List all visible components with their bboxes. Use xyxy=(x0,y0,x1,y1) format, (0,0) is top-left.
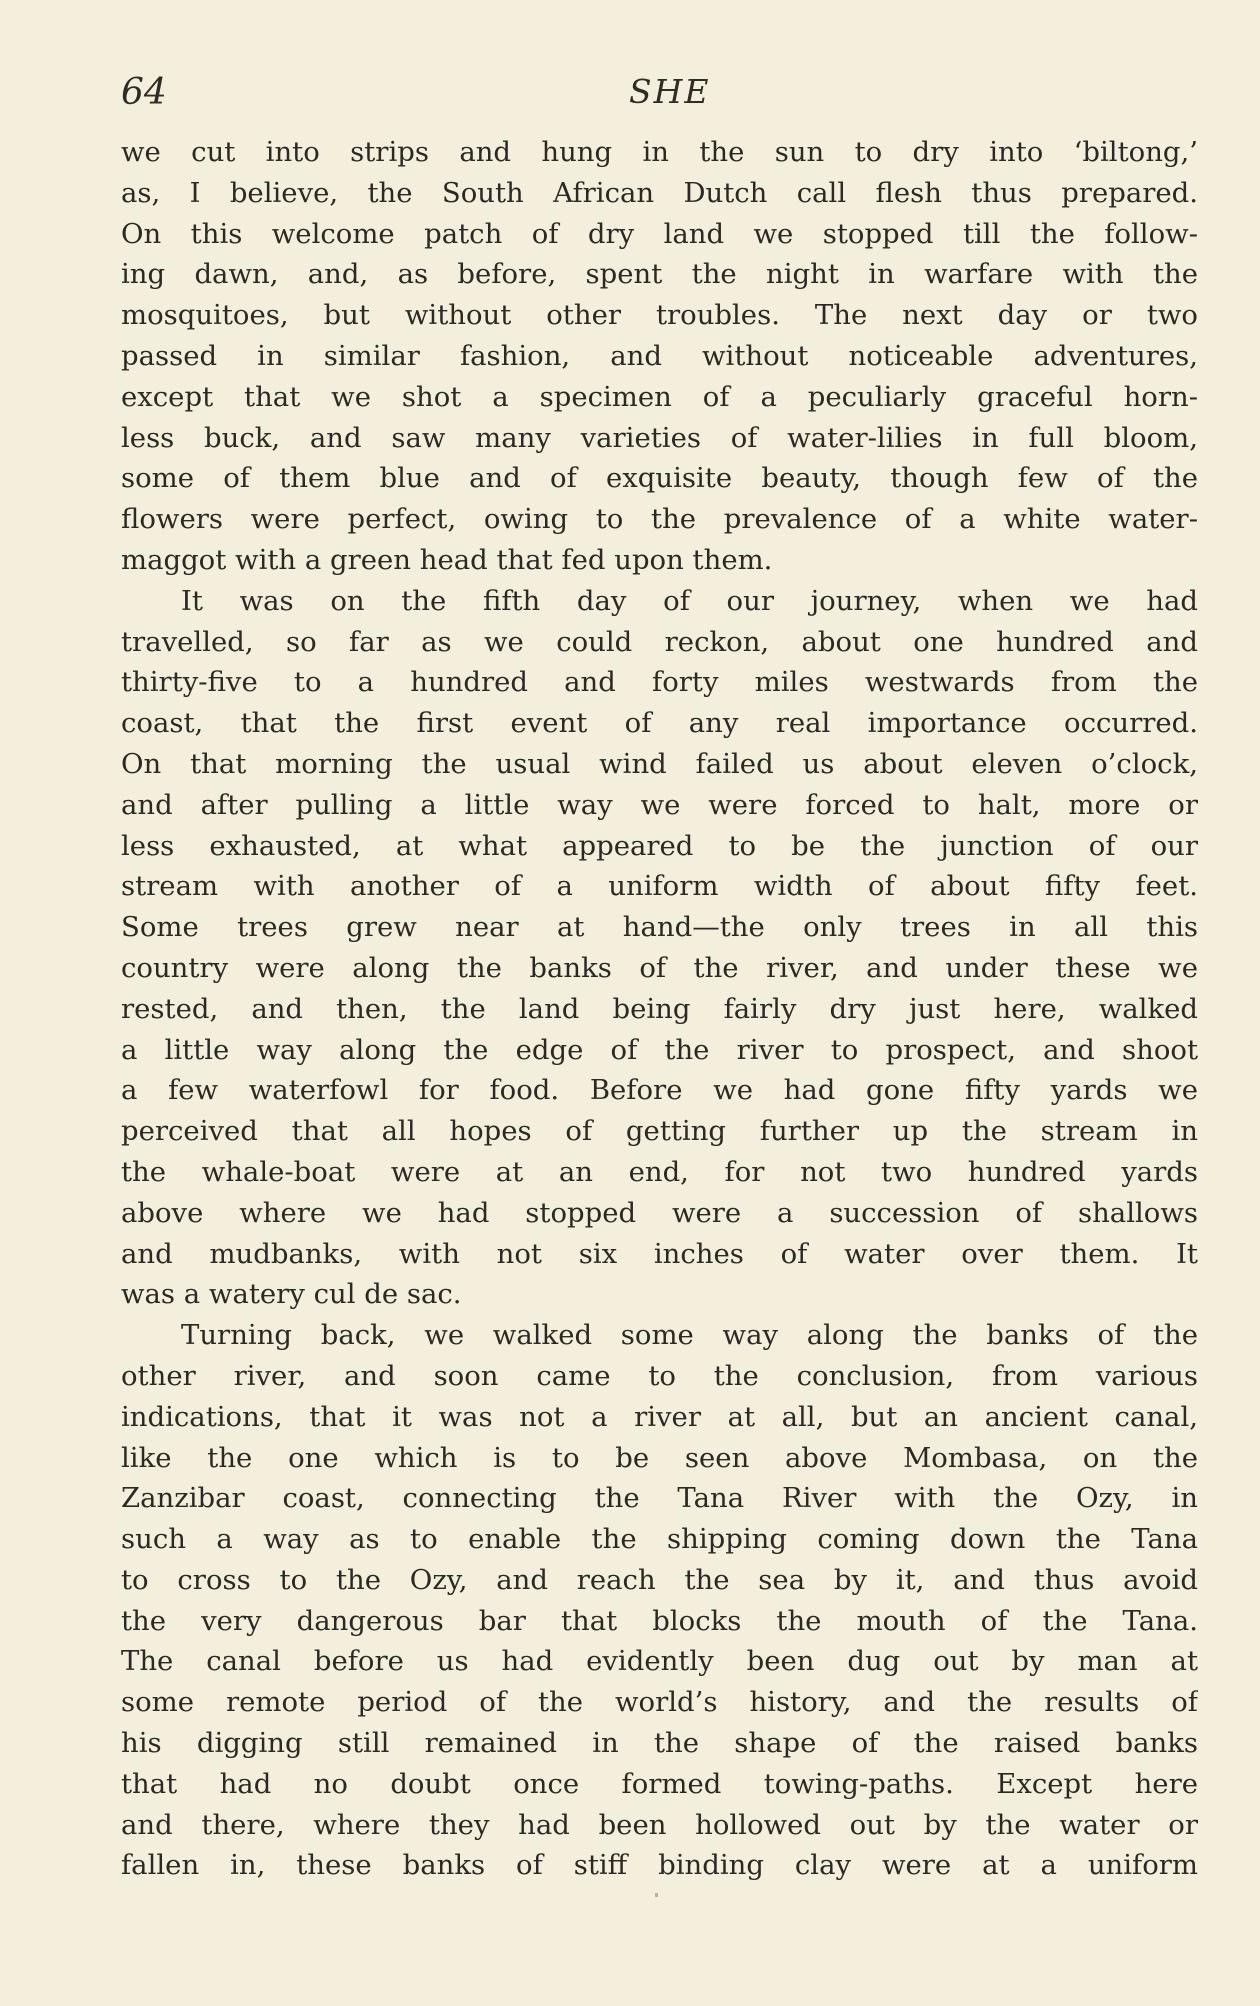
paragraph xyxy=(121,132,1198,581)
text-line: as, I believe, the South African Dutch call flesh thus prepared. xyxy=(121,176,1198,209)
text-line: to cross to the Ozy, and reach the sea by it, and thus avoid xyxy=(121,1563,1198,1596)
text-line: other river, and soon came to the conclusion, from various xyxy=(121,1359,1198,1392)
text-line: fallen in, these banks of stiff binding clay were at a uniform xyxy=(121,1849,1198,1882)
text-line: indications, that it was not a river at all, but an ancient canal, xyxy=(121,1400,1198,1433)
text-line: flowers were perfect, owing to the prevalence of a white water- xyxy=(121,503,1198,536)
text-line: above where we had stopped were a succession of shallows xyxy=(121,1196,1198,1229)
text-line: the very dangerous bar that blocks the mouth of the Tana. xyxy=(121,1604,1198,1637)
running-title: SHE xyxy=(629,72,711,111)
text-line: such a way as to enable the shipping coming down the Tana xyxy=(121,1523,1198,1556)
text-line: passed in similar fashion, and without noticeable adventures, xyxy=(121,339,1198,372)
text-line: The canal before us had evidently been dug out by man at xyxy=(121,1645,1198,1678)
text-line: some of them blue and of exquisite beauty, though few of the xyxy=(121,462,1198,495)
text-line: some remote period of the world’s history, and the results of xyxy=(121,1686,1198,1719)
text-line: It was on the fifth day of our journey, when we had xyxy=(181,584,1198,617)
text-line: On that morning the usual wind failed us about eleven o’clock, xyxy=(121,747,1198,780)
text-line: a few waterfowl for food. Before we had gone fifty yards we xyxy=(121,1074,1198,1107)
text-line: On this welcome patch of dry land we stopped till the follow- xyxy=(121,217,1198,250)
text-line: coast, that the first event of any real importance occurred. xyxy=(121,707,1198,740)
body-text xyxy=(121,132,1198,1886)
paragraph xyxy=(121,1315,1198,1886)
text-line: thirty-five to a hundred and forty miles westwards from the xyxy=(121,666,1198,699)
running-head xyxy=(121,72,1198,122)
text-line: was a watery cul de sac. xyxy=(121,1278,462,1311)
text-line: less exhausted, at what appeared to be the junction of our xyxy=(121,829,1198,862)
text-line: the whale-boat were at an end, for not two hundred yards xyxy=(121,1155,1198,1188)
scan-speck xyxy=(655,1893,658,1897)
text-line: ing dawn, and, as before, spent the night in warfare with the xyxy=(121,258,1198,291)
text-line: country were along the banks of the river, and under these we xyxy=(121,951,1198,984)
text-line: that had no doubt once formed towing-paths. Except here xyxy=(121,1767,1198,1800)
text-line: rested, and then, the land being fairly dry just here, walked xyxy=(121,992,1198,1025)
text-line: and there, where they had been hollowed out by the water or xyxy=(121,1808,1198,1841)
text-line: stream with another of a uniform width of about fifty feet. xyxy=(121,870,1198,903)
text-line: we cut into strips and hung in the sun to dry into ‘biltong,’ xyxy=(121,136,1198,168)
text-line: and mudbanks, with not six inches of water over them. It xyxy=(121,1237,1198,1270)
text-line: like the one which is to be seen above Mombasa, on the xyxy=(121,1441,1198,1474)
text-line: a little way along the edge of the river to prospect, and shoot xyxy=(121,1033,1198,1066)
text-line: Turning back, we walked some way along the banks of the xyxy=(181,1319,1198,1352)
text-line: except that we shot a specimen of a peculiarly graceful horn- xyxy=(121,380,1198,413)
text-line: perceived that all hopes of getting further up the stream in xyxy=(121,1115,1198,1148)
text-line: Some trees grew near at hand—the only trees in all this xyxy=(121,911,1198,944)
text-line: travelled, so far as we could reckon, about one hundred and xyxy=(121,625,1198,658)
text-line: and after pulling a little way we were forced to halt, more or xyxy=(121,788,1198,821)
text-line: mosquitoes, but without other troubles. The next day or two xyxy=(121,299,1198,332)
text-line: Zanzibar coast, connecting the Tana River with the Ozy, in xyxy=(121,1482,1198,1515)
page-number: 64 xyxy=(121,72,167,113)
paragraph xyxy=(121,581,1198,1315)
text-line: maggot with a green head that fed upon them. xyxy=(121,543,773,576)
text-line: less buck, and saw many varieties of water-lilies in full bloom, xyxy=(121,421,1198,454)
text-line: his digging still remained in the shape of the raised banks xyxy=(121,1727,1198,1760)
